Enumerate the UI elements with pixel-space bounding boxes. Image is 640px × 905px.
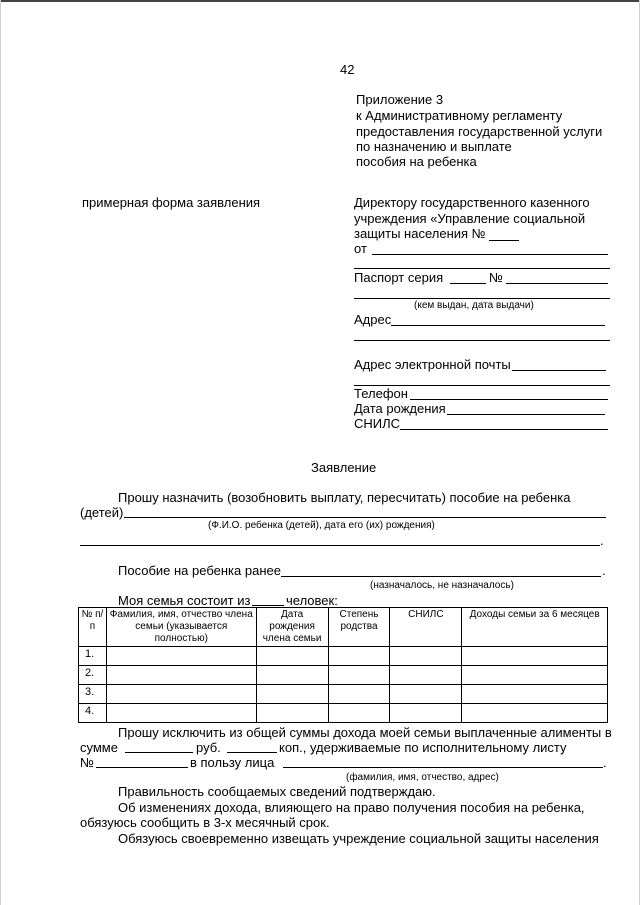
birth-date-label: Дата рождения [354, 401, 446, 416]
family-size-field[interactable] [252, 605, 284, 606]
header-income: Доходы семьи за 6 месяцев [462, 608, 608, 647]
cell-snils[interactable] [390, 685, 462, 704]
row-number: 3. [79, 685, 107, 704]
row-number: 1. [79, 647, 107, 666]
cell-birth-date[interactable] [256, 666, 328, 685]
from-name-field[interactable] [372, 254, 608, 255]
cell-full-name[interactable] [106, 704, 256, 723]
row-number: 2. [79, 666, 107, 685]
email-label: Адрес электронной почты [354, 357, 511, 372]
children-field[interactable] [124, 517, 606, 518]
cell-income[interactable] [462, 685, 608, 704]
cell-income[interactable] [462, 704, 608, 723]
period-mark: . [600, 533, 604, 548]
request-line: Прошу назначить (возобновить выплату, пересчитать) пособие на ребенка [118, 490, 571, 505]
children-label: (детей) [80, 505, 124, 520]
notify-text: Обязуюсь своевременно извещать учреждение социальной защиты населения [118, 831, 599, 846]
confirmation-text: Правильность сообщаемых сведений подтверждаю. [118, 784, 436, 799]
previous-caption: (назначалось, не назначалось) [370, 580, 514, 591]
cell-relationship[interactable] [328, 704, 390, 723]
snils-field[interactable] [400, 429, 608, 430]
previous-benefit-field[interactable] [281, 576, 601, 577]
phone-field[interactable] [410, 399, 608, 400]
previous-benefit-label: Пособие на ребенка ранее [118, 563, 281, 578]
cell-income[interactable] [462, 647, 608, 666]
alimony-sum-label: сумме [80, 740, 118, 755]
header-birth-date: Дата рождения члена семьи [256, 608, 328, 647]
snils-label: СНИЛС [354, 416, 401, 431]
header-full-name: Фамилия, имя, отчество члена семьи (указывается полностью) [106, 608, 256, 647]
cell-relationship[interactable] [328, 685, 390, 704]
header-relationship: Степень родства [328, 608, 390, 647]
addressee-line: учреждения «Управление социальной [354, 211, 586, 226]
form-note: примерная форма заявления [82, 195, 261, 210]
table-row [79, 704, 608, 723]
favor-label: в пользу лица [190, 755, 275, 770]
email-field[interactable] [512, 370, 606, 371]
cell-full-name[interactable] [106, 666, 256, 685]
table-row [79, 647, 608, 666]
family-label-end: человек: [286, 593, 338, 608]
passport-number-label: № [489, 270, 503, 285]
from-label: от [354, 241, 367, 256]
cell-full-name[interactable] [106, 647, 256, 666]
cell-full-name[interactable] [106, 685, 256, 704]
scan-left-edge [0, 0, 1, 905]
writ-number-field[interactable] [96, 767, 188, 768]
department-number-field[interactable] [489, 240, 519, 241]
passport-number-field[interactable] [506, 283, 608, 284]
cell-income[interactable] [462, 666, 608, 685]
addressee-line: защиты населения № [354, 226, 486, 241]
from-name-field-2[interactable] [354, 268, 610, 269]
cell-birth-date[interactable] [256, 685, 328, 704]
cell-snils[interactable] [390, 704, 462, 723]
appendix-line: к Административному регламенту [356, 108, 563, 123]
header-snils: СНИЛС [390, 608, 462, 647]
table-row [79, 666, 608, 685]
address-field-2[interactable] [354, 340, 610, 341]
favor-person-field[interactable] [283, 767, 603, 768]
appendix-line: по назначению и выплате [356, 139, 512, 154]
alimony-kop-field[interactable] [227, 752, 277, 753]
alimony-line: Прошу исключить из общей суммы дохода моей семьи выплаченные алименты в [118, 725, 612, 740]
appendix-line: пособия на ребенка [356, 154, 477, 169]
alimony-rub-label: руб. [196, 740, 221, 755]
cell-birth-date[interactable] [256, 704, 328, 723]
period-mark: . [603, 755, 607, 770]
header-number: № п/п [79, 608, 107, 647]
income-change-text: Об изменениях дохода, влияющего на право получения пособия на ребенка, [118, 800, 585, 815]
address-label: Адрес [354, 312, 392, 327]
page-number: 42 [340, 62, 355, 77]
cell-relationship[interactable] [328, 666, 390, 685]
passport-series-label: Паспорт серия [354, 270, 444, 285]
period-mark: . [602, 563, 606, 578]
cell-relationship[interactable] [328, 647, 390, 666]
table-row [79, 685, 608, 704]
scan-top-edge [0, 0, 640, 2]
alimony-kop-label: коп., удерживаемые по исполнительному листу [279, 740, 567, 755]
birth-date-field[interactable] [447, 414, 605, 415]
cell-birth-date[interactable] [256, 647, 328, 666]
alimony-rub-field[interactable] [125, 752, 193, 753]
income-change-text-2: обязуюсь сообщить в 3-х месячный срок. [80, 815, 330, 830]
appendix-title: Приложение 3 [356, 92, 444, 107]
cell-snils[interactable] [390, 647, 462, 666]
addressee-line: Директору государственного казенного [354, 195, 590, 210]
child-caption: (Ф.И.О. ребенка (детей), дата его (их) рождения) [208, 520, 435, 531]
family-label: Моя семья состоит из [118, 593, 251, 608]
appendix-line: предоставления государственной услуги [356, 124, 603, 139]
children-field-2[interactable] [80, 545, 600, 546]
family-table [78, 607, 608, 723]
writ-number-label: № [80, 755, 94, 770]
row-number: 4. [79, 704, 107, 723]
phone-label: Телефон [354, 386, 408, 401]
cell-snils[interactable] [390, 666, 462, 685]
passport-issued-field[interactable] [354, 298, 610, 299]
issued-caption: (кем выдан, дата выдачи) [414, 300, 534, 311]
statement-title: Заявление [311, 460, 377, 475]
favor-caption: (фамилия, имя, отчество, адрес) [346, 772, 499, 783]
passport-series-field[interactable] [450, 283, 486, 284]
address-field[interactable] [391, 325, 605, 326]
